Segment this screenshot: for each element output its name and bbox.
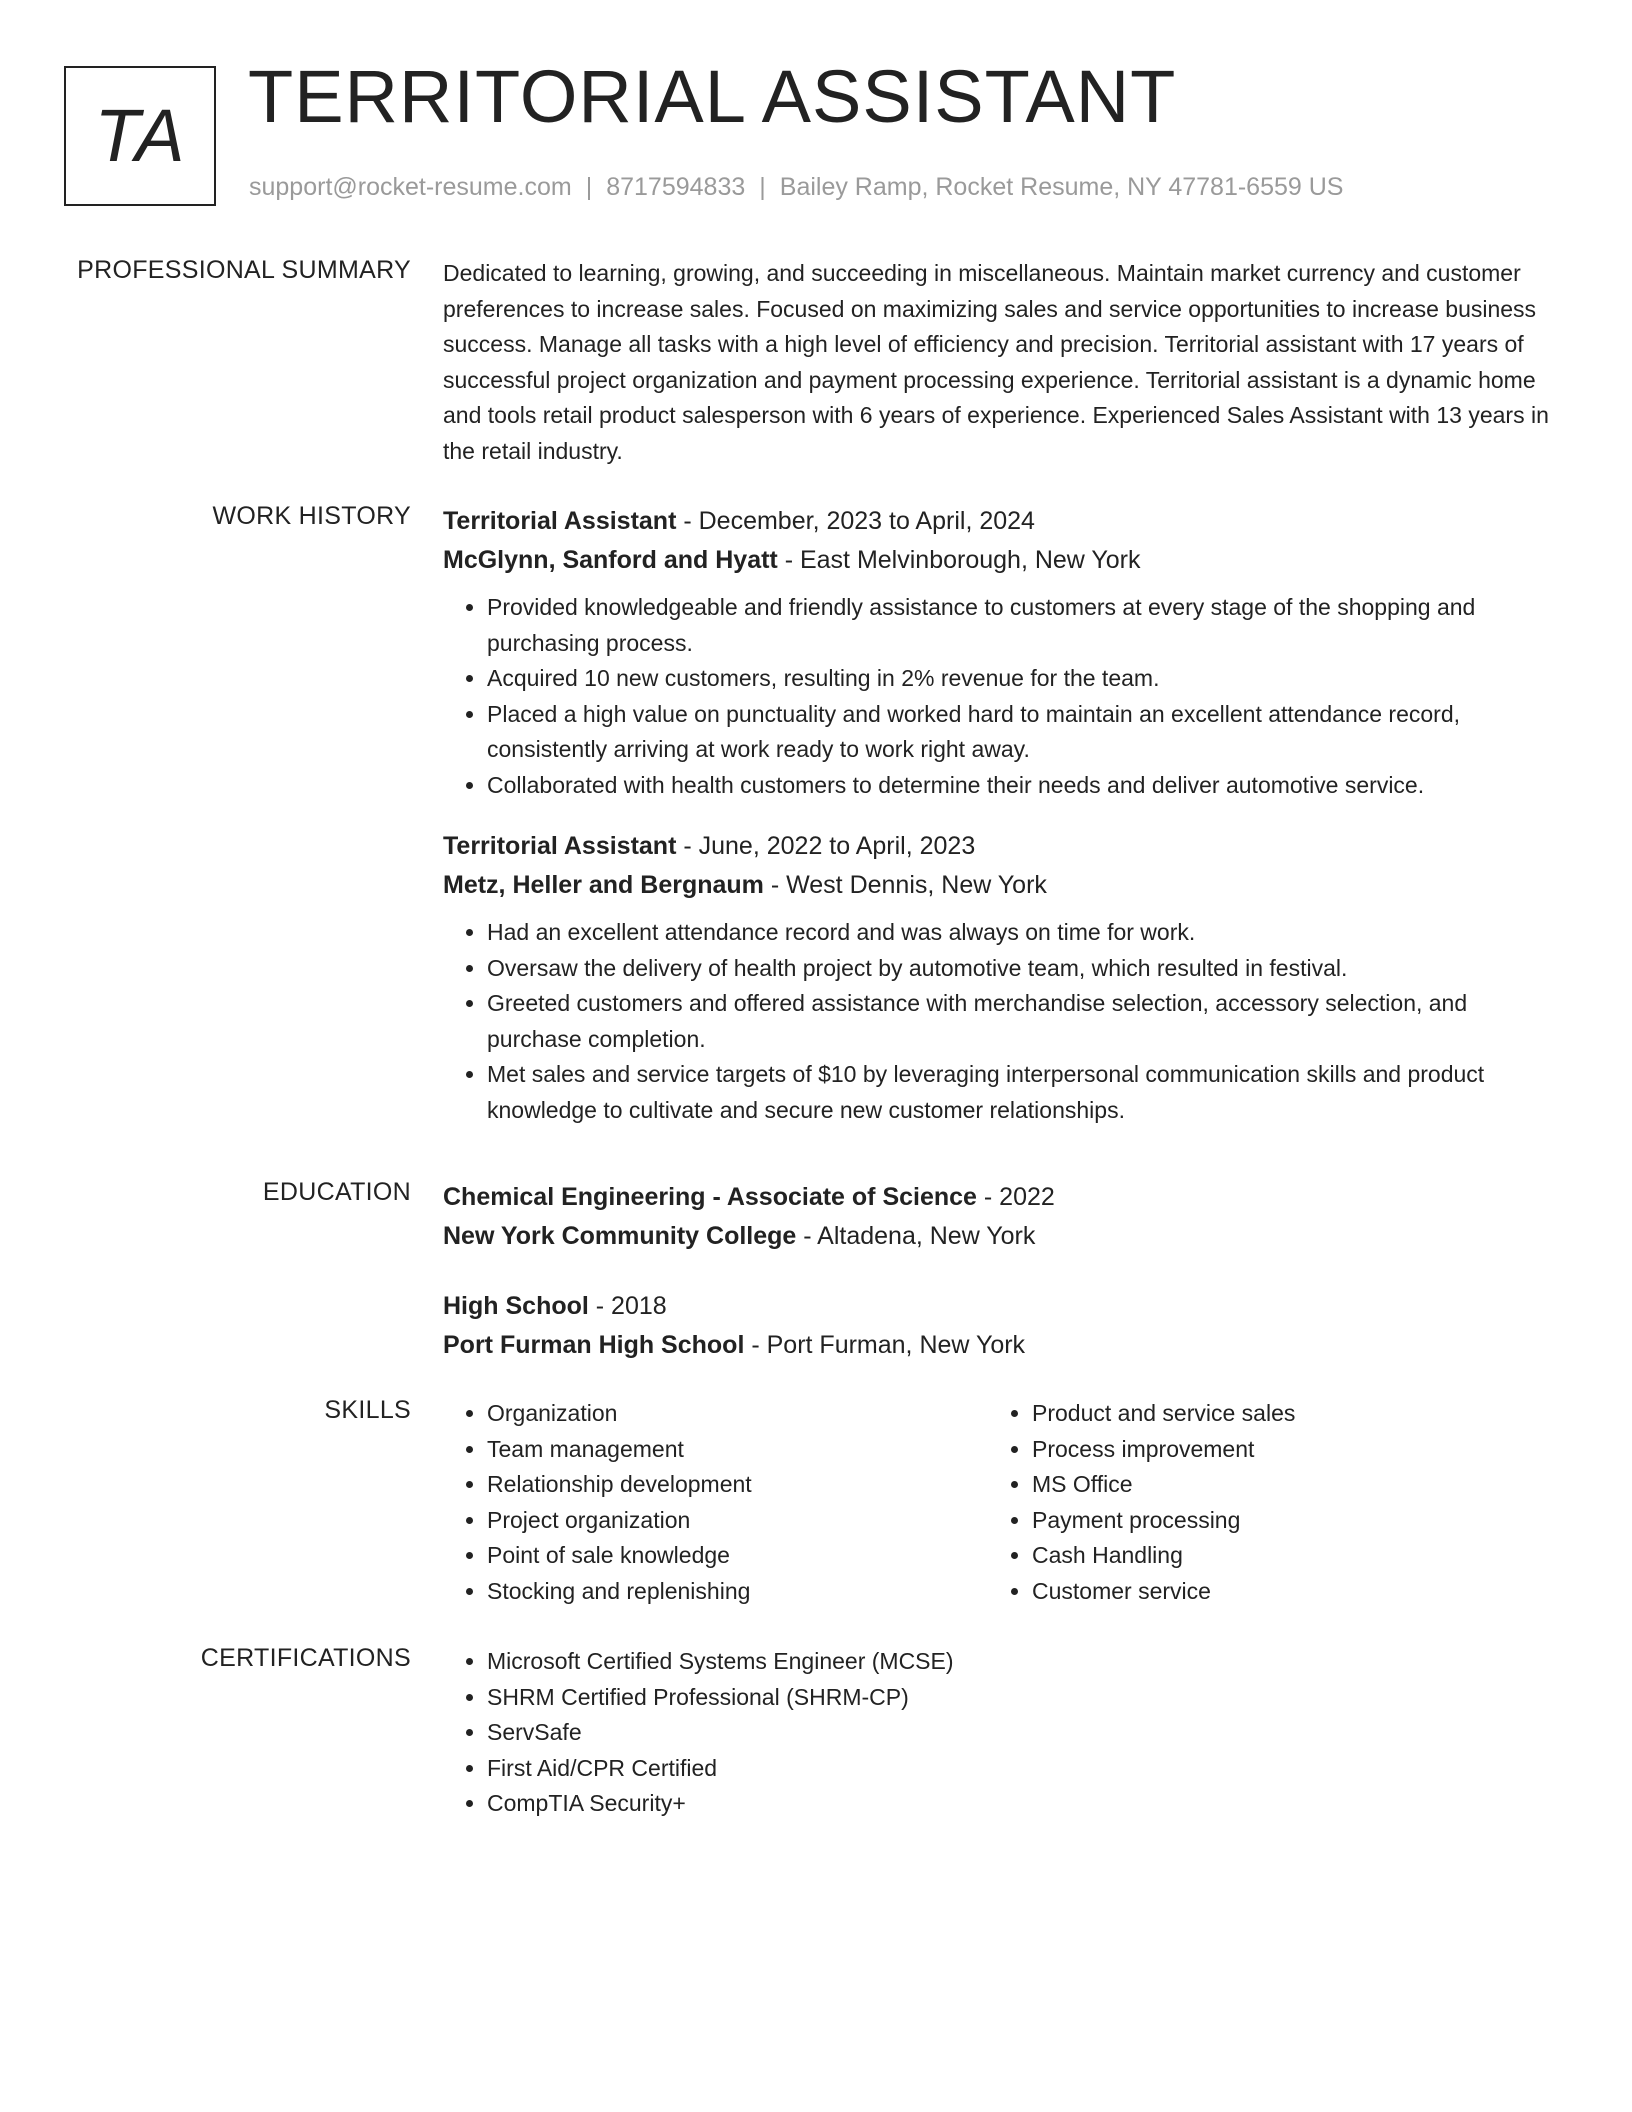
contact-email: support@rocket-resume.com (249, 173, 572, 201)
job-bullets (443, 590, 1553, 803)
education-school: Port Furman High School (443, 1331, 745, 1359)
skill-item: • Organization (487, 1396, 988, 1432)
skill-item: • Stocking and replenishing (487, 1574, 988, 1610)
job-title-line (443, 827, 1553, 866)
contact-phone: 8717594833 (606, 173, 746, 201)
job-bullet: • Placed a high value on punctuality and worked hard to maintain an excellent attendance record, consistently arriving at work ready to work right away. (487, 697, 1553, 768)
job-title: Territorial Assistant (443, 507, 677, 535)
job-bullet: • Had an excellent attendance record and was always on time for work. (487, 915, 1553, 951)
skills-list (988, 1396, 1533, 1609)
job-bullet: • Greeted customers and offered assistance with merchandise selection, accessory selection, and purchase completion. (487, 986, 1553, 1057)
contact-separator: | (759, 173, 766, 201)
summary-text: Dedicated to learning, growing, and succeeding in miscellaneous. Maintain market currency and customer preferences to increase sales. Focused on maximizing sales and service opportunities to increase business success. Manage all tasks with a high level of efficiency and precision. Territorial assistant with 17 years of successful project organization and payment processing experience. Territorial assistant is a dynamic home and tools retail product salesperson with 6 years of experience. Experienced Sales Assistant with 13 years in the retail industry. (443, 260, 1549, 464)
skill-item: • Point of sale knowledge (487, 1538, 988, 1574)
skills-column-left (443, 1396, 988, 1609)
education-year: - 2018 (588, 1292, 667, 1320)
skill-item: • Product and service sales (1032, 1396, 1533, 1432)
skills-column-right (988, 1396, 1533, 1609)
certification-item: • First Aid/CPR Certified (487, 1751, 1553, 1787)
education-year: - 2022 (976, 1183, 1055, 1211)
skill-item: • Cash Handling (1032, 1538, 1533, 1574)
job-company: Metz, Heller and Bergnaum (443, 871, 764, 899)
education-entry (443, 1178, 1553, 1256)
education-entry (443, 1287, 1553, 1365)
certification-item: • SHRM Certified Professional (SHRM-CP) (487, 1680, 1553, 1716)
education-heading: EDUCATION (262, 1178, 411, 1206)
job-bullet: • Collaborated with health customers to determine their needs and deliver automotive service. (487, 768, 1553, 804)
skill-item: • Team management (487, 1432, 988, 1468)
certification-item: • Microsoft Certified Systems Engineer (MCSE) (487, 1644, 1553, 1680)
work-history-heading: WORK HISTORY (212, 502, 411, 530)
certification-item: • ServSafe (487, 1715, 1553, 1751)
job-bullets (443, 915, 1553, 1128)
skills-body (443, 1396, 1553, 1609)
education-location: - Port Furman, New York (744, 1331, 1026, 1359)
job-company: McGlynn, Sanford and Hyatt (443, 546, 778, 574)
job-entry (443, 827, 1553, 1128)
summary-body (443, 256, 1553, 469)
job-dates: - December, 2023 to April, 2024 (676, 507, 1035, 535)
job-location: - West Dennis, New York (763, 871, 1047, 899)
education-school: New York Community College (443, 1222, 797, 1250)
monogram-initials: TA (94, 94, 186, 177)
education-school-line (443, 1217, 1553, 1256)
job-company-line (443, 541, 1553, 580)
job-bullet: • Met sales and service targets of $10 by leveraging interpersonal communication skills and product knowledge to cultivate and secure new customer relationships. (487, 1057, 1553, 1128)
certifications-body (443, 1644, 1553, 1822)
summary-heading: PROFESSIONAL SUMMARY (77, 256, 411, 284)
education-degree-line (443, 1178, 1553, 1217)
skill-item: • Process improvement (1032, 1432, 1533, 1468)
work-history-body (443, 502, 1553, 1128)
job-bullet: • Acquired 10 new customers, resulting in 2% revenue for the team. (487, 661, 1553, 697)
contact-separator: | (585, 173, 593, 201)
job-entry (443, 502, 1553, 803)
candidate-name: TERRITORIAL ASSISTANT (248, 55, 1177, 138)
skills-list (443, 1396, 988, 1609)
job-bullet: • Provided knowledgeable and friendly assistance to customers at every stage of the shopping and purchasing process. (487, 590, 1553, 661)
certifications-heading: CERTIFICATIONS (200, 1644, 411, 1672)
skill-item: • Customer service (1032, 1574, 1533, 1610)
job-company-line (443, 866, 1553, 905)
contact-address: Bailey Ramp, Rocket Resume, NY 47781-6559 US (779, 173, 1344, 201)
skills-heading: SKILLS (324, 1396, 411, 1424)
job-location: - East Melvinborough, New York (777, 546, 1141, 574)
skill-item: • Project organization (487, 1503, 988, 1539)
skill-item: • Payment processing (1032, 1503, 1533, 1539)
education-school-line (443, 1326, 1553, 1365)
education-degree: Chemical Engineering - Associate of Science (443, 1183, 977, 1211)
contact-line (249, 173, 1343, 202)
certification-item: • CompTIA Security+ (487, 1786, 1553, 1822)
education-body (443, 1178, 1553, 1365)
skill-item: • MS Office (1032, 1467, 1533, 1503)
job-title-line (443, 502, 1553, 541)
job-dates: - June, 2022 to April, 2023 (676, 832, 976, 860)
certifications-list (443, 1644, 1553, 1822)
skill-item: • Relationship development (487, 1467, 988, 1503)
education-degree-line (443, 1287, 1553, 1326)
education-degree: High School (443, 1292, 589, 1320)
job-bullet: • Oversaw the delivery of health project by automotive team, which resulted in festival. (487, 951, 1553, 987)
job-title: Territorial Assistant (443, 832, 677, 860)
monogram-badge (64, 66, 216, 206)
education-location: - Altadena, New York (796, 1222, 1036, 1250)
